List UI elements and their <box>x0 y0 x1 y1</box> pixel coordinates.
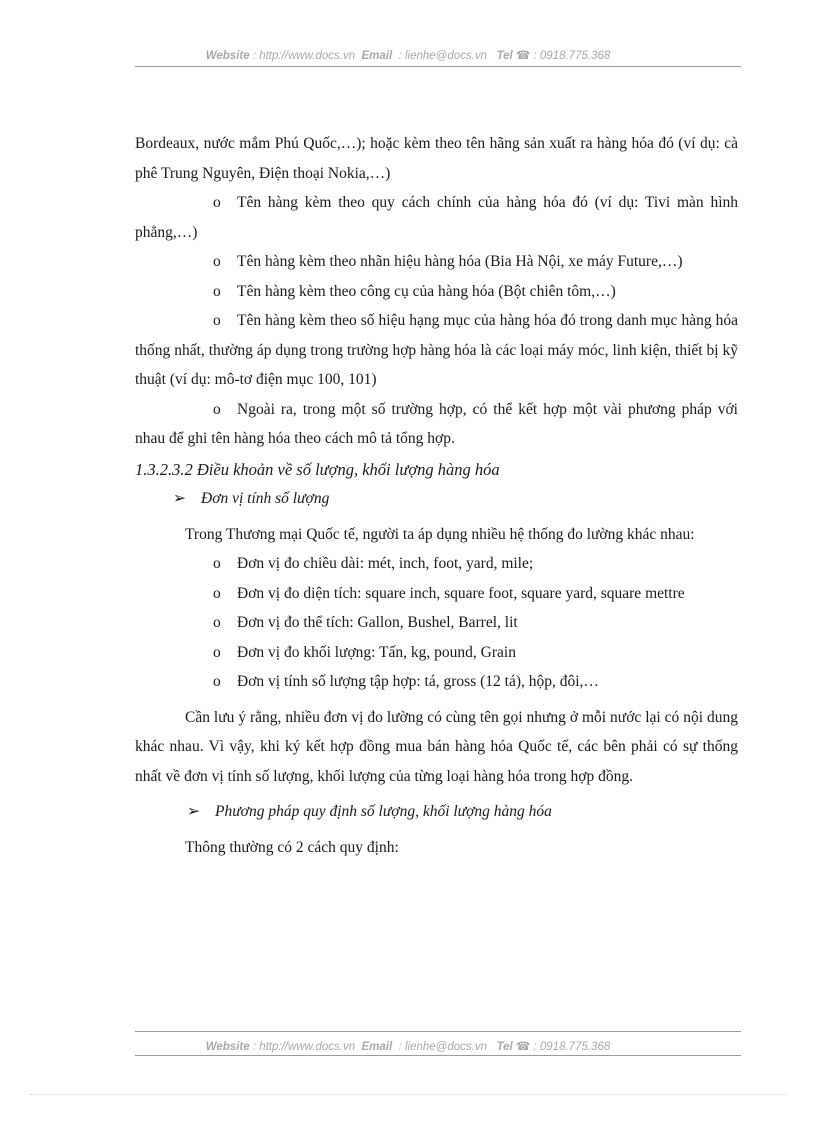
bullet-text: Ngoài ra, trong một số trường hợp, có thể kết hợp một vài phương pháp với nhau để ghi tên hàng hóa theo cách mô tả tổng hợp. <box>135 400 738 447</box>
page-header <box>0 48 816 62</box>
bullet-marker: o <box>213 643 221 661</box>
phone-number: 0918.775.368 <box>539 1041 611 1053</box>
phone-icon: ☎ <box>515 1041 531 1053</box>
email-separator: : <box>395 1041 405 1053</box>
bullet-item <box>135 277 738 307</box>
bullet-item <box>135 306 738 395</box>
section-heading: 1.3.2.3.2 Điều khoản về số lượng, khối lượng hàng hóa <box>135 459 500 479</box>
page-footer <box>0 1039 816 1053</box>
arrow-bullet-icon: ➢ <box>187 803 200 820</box>
bullet-marker: o <box>213 400 221 418</box>
subheading-text: Đơn vị tính số lượng <box>201 490 330 507</box>
arrow-bullet-icon: ➢ <box>173 490 186 507</box>
bullet-item <box>135 579 738 609</box>
phone-icon: ☎ <box>515 50 531 62</box>
bullet-marker: o <box>213 555 221 572</box>
bullet-marker: o <box>213 584 221 602</box>
bullet-marker: o <box>213 673 221 690</box>
email-separator: : <box>395 50 405 62</box>
bullet-item <box>135 549 738 579</box>
tel-separator: : <box>530 1041 540 1053</box>
paragraph-continuation: Bordeaux, nước mắm Phú Quốc,…); hoặc kèm theo tên hãng sản xuất ra hàng hóa đó (ví dụ: cà phê Trung Nguyên, Điện thoại Nokia,…) <box>135 135 738 182</box>
bullet-item <box>135 395 738 454</box>
bullet-text: Tên hàng kèm theo quy cách chính của hàng hóa đó (ví dụ: Tivi màn hình phẳng,…) <box>135 194 738 241</box>
email-label: Email <box>361 50 393 62</box>
bullet-item <box>135 188 738 247</box>
email-label: Email <box>361 1041 393 1053</box>
bullet-item <box>135 667 738 697</box>
website-url[interactable]: http://www.docs.vn <box>259 50 356 62</box>
website-label: Website <box>205 1041 250 1053</box>
email-address[interactable]: lienhe@docs.vn <box>404 1041 487 1053</box>
tel-label: Tel <box>496 1041 513 1053</box>
page-content <box>135 129 738 862</box>
page-edge-dotted-line <box>30 1094 786 1095</box>
subheading-units <box>135 484 738 514</box>
bullet-marker: o <box>213 253 221 270</box>
website-separator: : <box>249 50 260 62</box>
paragraph-note: Cần lưu ý rằng, nhiều đơn vị đo lường có cùng tên gọi nhưng ở mỗi nước lại có nội dung khác nhau. Vì vậy, khi ký kết hợp đồng mua bán hàng hóa Quốc tế, các bên phải có sự thống nhất về đơn vị tính số lượng, khối lượng của từng loại hàng hóa trong hợp đồng. <box>135 708 738 785</box>
phone-number: 0918.775.368 <box>539 50 611 62</box>
header-rule <box>135 66 741 67</box>
bullet-text: Đơn vị đo diện tích: square inch, square foot, square yard, square mettre <box>237 584 685 602</box>
website-label: Website <box>205 50 250 62</box>
bullet-text: Đơn vị đo thể tích: Gallon, Bushel, Barrel, lit <box>237 614 518 631</box>
subheading-text: Phương pháp quy định số lượng, khối lượng hàng hóa <box>215 803 552 820</box>
bullet-item <box>135 608 738 638</box>
website-url[interactable]: http://www.docs.vn <box>259 1041 356 1053</box>
footer-rule-bottom <box>135 1055 741 1056</box>
bullet-marker: o <box>213 614 221 631</box>
footer-rule-top <box>135 1031 741 1032</box>
paragraph-methods-intro: Thông thường có 2 cách quy định: <box>185 838 399 856</box>
bullet-marker: o <box>213 282 221 300</box>
bullet-text: Tên hàng kèm theo công cụ của hàng hóa (Bột chiên tôm,…) <box>237 282 616 300</box>
bullet-marker: o <box>213 312 221 329</box>
bullet-text: Tên hàng kèm theo số hiệu hạng mục của hàng hóa đó trong danh mục hàng hóa thống nhất, thường áp dụng trong trường hợp hàng hóa là các loại máy móc, linh kiện, thiết bị kỹ thuật (ví dụ: mô-tơ điện mục 100, 101) <box>135 312 738 388</box>
subheading-methods <box>135 797 738 827</box>
bullet-item <box>135 638 738 668</box>
bullet-text: Đơn vị tính số lượng tập hợp: tá, gross (12 tá), hộp, đôi,… <box>237 673 599 690</box>
bullet-marker: o <box>213 194 221 211</box>
paragraph-intro: Trong Thương mại Quốc tế, người ta áp dụng nhiều hệ thống đo lường khác nhau: <box>185 525 695 543</box>
tel-separator: : <box>530 50 540 62</box>
bullet-text: Tên hàng kèm theo nhãn hiệu hàng hóa (Bia Hà Nội, xe máy Future,…) <box>237 253 683 270</box>
bullet-text: Đơn vị đo khối lượng: Tấn, kg, pound, Grain <box>237 643 516 661</box>
website-separator: : <box>249 1041 260 1053</box>
email-address[interactable]: lienhe@docs.vn <box>404 50 487 62</box>
bullet-text: Đơn vị đo chiều dài: mét, inch, foot, yard, mile; <box>237 555 534 572</box>
bullet-item <box>135 247 738 277</box>
tel-label: Tel <box>496 50 513 62</box>
